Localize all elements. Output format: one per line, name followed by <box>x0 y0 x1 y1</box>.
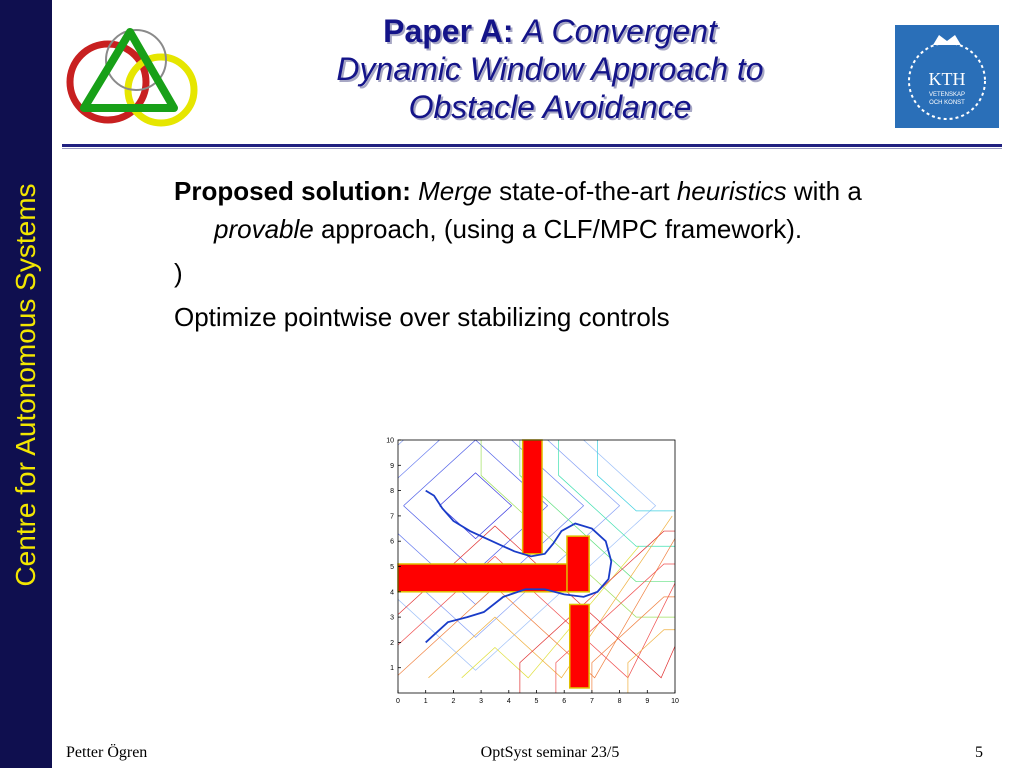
obstacle-horizontal-bar <box>398 564 589 592</box>
sidebar-title: Centre for Autonomous Systems <box>10 183 41 587</box>
y-tick-label: 3 <box>390 614 394 622</box>
x-tick-label: 3 <box>479 698 484 705</box>
proposed-solution-label: Proposed solution: <box>174 176 411 206</box>
obstacle-top-pillar <box>523 440 542 554</box>
title-line-3: Obstacle Avoidance <box>408 89 692 125</box>
kth-logo-icon <box>895 25 999 128</box>
cas-logo-icon <box>58 24 208 134</box>
x-tick-label: 2 <box>451 698 456 705</box>
title-divider-shadow <box>62 148 1002 149</box>
x-tick-label: 6 <box>562 698 567 705</box>
approach-text: approach, (using a CLF/MPC framework). <box>320 214 803 244</box>
x-tick-label: 4 <box>506 698 511 705</box>
y-tick-label: 1 <box>390 665 394 673</box>
x-tick-label: 0 <box>396 698 400 705</box>
kth-logo-subtext-1: VETENSKAP <box>928 92 966 98</box>
state-of-art-text: state-of-the-art <box>499 176 670 206</box>
provable-word: provable <box>214 214 314 244</box>
slide-title <box>250 12 850 126</box>
x-tick-label: 1 <box>423 698 428 705</box>
slide-body <box>174 172 914 336</box>
title-line-2: Dynamic Window Approach to <box>336 51 764 87</box>
title-line-1 <box>250 12 850 50</box>
heuristics-word: heuristics <box>676 176 787 206</box>
x-tick-label: 9 <box>645 698 650 705</box>
footer-center: OptSyst seminar 23/5 <box>480 744 620 761</box>
x-tick-label: 5 <box>534 698 539 705</box>
bullet-proposed-solution <box>174 172 914 248</box>
y-tick-label: 8 <box>390 488 394 496</box>
footer-author: Petter Ögren <box>66 744 148 761</box>
sidebar <box>0 0 52 768</box>
with-a-text: with a <box>793 176 862 206</box>
y-tick-label: 5 <box>390 564 394 571</box>
contour-plot <box>378 432 682 708</box>
bullet-paren: ) <box>174 258 183 288</box>
x-tick-label: 8 <box>617 698 622 705</box>
x-tick-label: 10 <box>671 698 679 705</box>
bullet-optimize: Optimize pointwise over stabilizing controls <box>174 302 670 332</box>
kth-logo-subtext-2: OCH KONST <box>929 100 965 106</box>
y-tick-label: 4 <box>390 589 394 597</box>
footer-page-number: 5 <box>975 744 983 761</box>
obstacle-bottom-pillar <box>570 604 589 687</box>
kth-logo-text: KTH <box>928 69 966 89</box>
title-divider <box>62 144 1002 147</box>
y-tick-label: 7 <box>390 513 394 521</box>
y-tick-label: 2 <box>390 639 394 647</box>
x-tick-label: 7 <box>589 698 594 705</box>
title-part-2: A Convergent <box>522 13 717 49</box>
obstacle-right-block <box>567 536 589 592</box>
y-tick-label: 9 <box>390 462 394 470</box>
merge-word: Merge <box>418 176 492 206</box>
y-tick-label: 6 <box>390 538 394 546</box>
title-part-1: Paper A: <box>383 13 514 49</box>
y-tick-label: 10 <box>386 437 394 445</box>
